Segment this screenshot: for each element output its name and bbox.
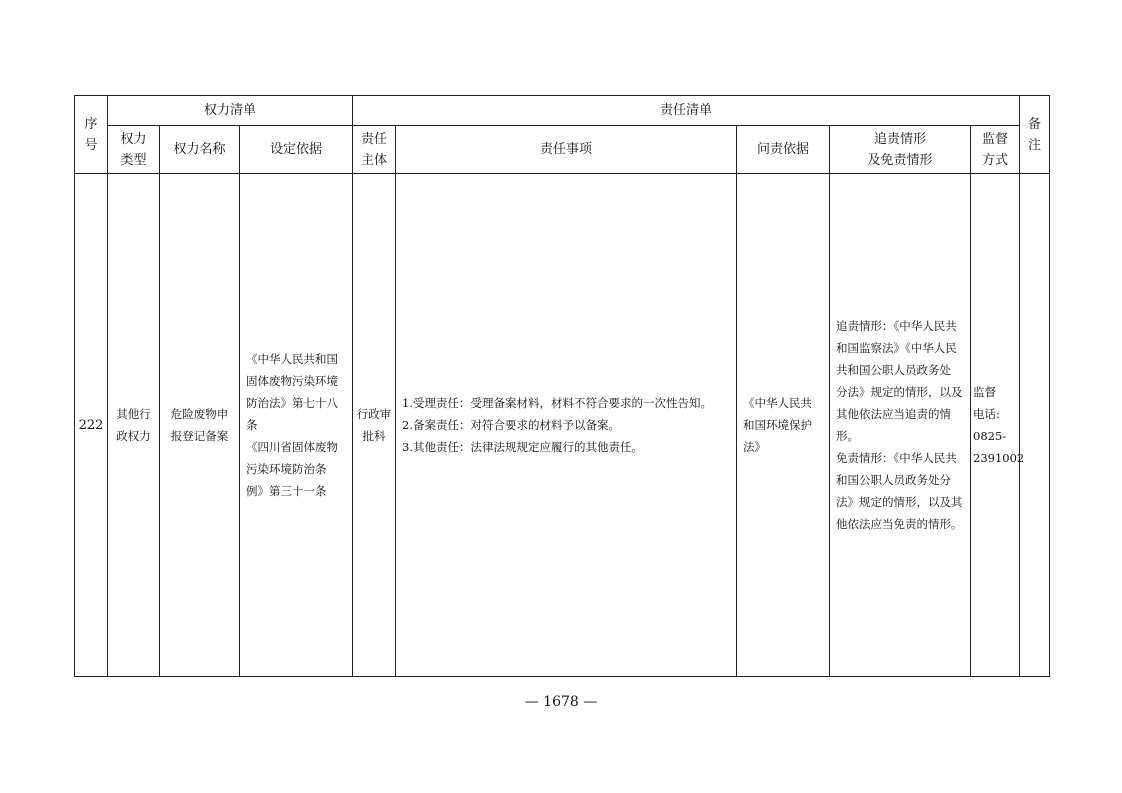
header-power-type: 权力 类型	[108, 126, 160, 174]
cell-power-name: 危险废物申 报登记备案	[160, 174, 240, 677]
header-power-list: 权力清单	[108, 96, 353, 126]
header-accountability-basis: 问责依据	[737, 126, 830, 174]
header-seq: 序 号	[75, 96, 108, 174]
cell-basis: 《中华人民共和国 固体废物污染环境 防治法》第七十八 条 《四川省固体废物 污染环境防治条 例》第三十一条	[240, 174, 353, 677]
cell-duty-items: 1.受理责任：受理备案材料，材料不符合要求的一次性告知。 2.备案责任：对符合要求的材料予以备案。 3.其他责任：法律法规规定应履行的其他责任。	[396, 174, 737, 677]
table-row	[75, 174, 1050, 677]
cell-supervision: 监督 电话: 0825- 2391002	[971, 174, 1020, 677]
cell-seq: 222	[75, 174, 108, 677]
header-duty-list: 责任清单	[353, 96, 1020, 126]
power-duty-table	[74, 95, 1050, 677]
header-pursue: 追责情形 及免责情形	[830, 126, 971, 174]
header-subject: 责任 主体	[353, 126, 396, 174]
cell-power-type: 其他行 政权力	[108, 174, 160, 677]
header-remark: 备 注	[1020, 96, 1050, 174]
cell-pursue: 追责情形：《中华人民共 和国监察法》《中华人民 共和国公职人员政务处 分法》规定的情形，以及 其他依法应当追责的情 形。 免责情形：《中华人民共 和国公职人员政务处分 法》规定的情形，以及其 他依法应当免责的情形。	[830, 174, 971, 677]
cell-remark	[1020, 174, 1050, 677]
header-supervision: 监督 方式	[971, 126, 1020, 174]
header-duty-items: 责任事项	[396, 126, 737, 174]
cell-subject: 行政审 批科	[353, 174, 396, 677]
page-number: — 1678 —	[524, 694, 598, 710]
cell-accountability-basis: 《中华人民共 和国环境保护 法》	[737, 174, 830, 677]
header-power-name: 权力名称	[160, 126, 240, 174]
header-basis: 设定依据	[240, 126, 353, 174]
